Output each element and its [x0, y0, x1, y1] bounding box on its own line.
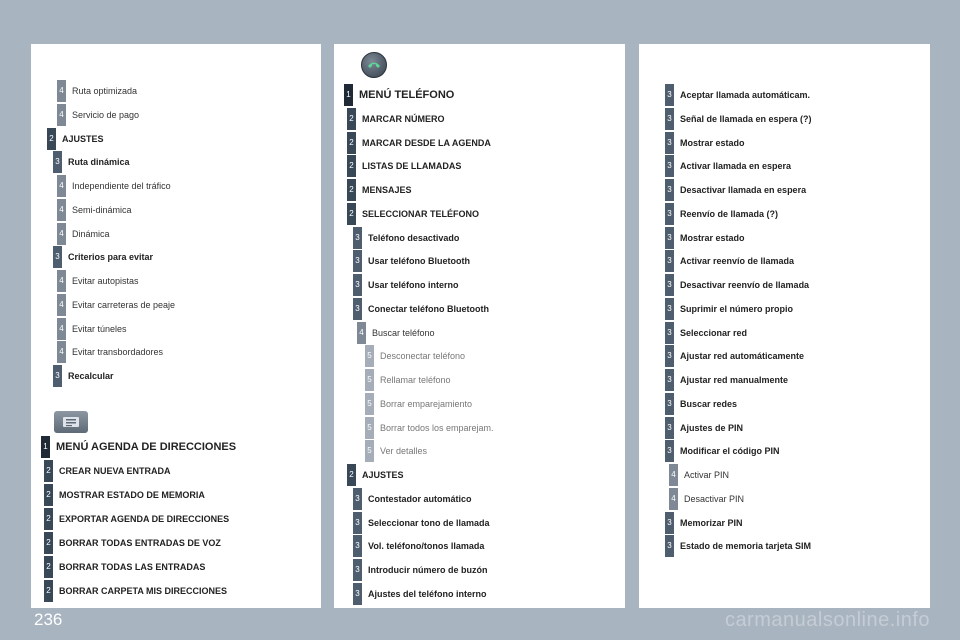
menu-level-badge: 3	[353, 488, 362, 510]
menu-level-badge: 3	[665, 132, 674, 154]
menu-item	[57, 175, 171, 197]
menu-level-badge: 5	[365, 393, 374, 415]
menu-level-badge: 2	[347, 203, 356, 225]
menu-level-badge: 5	[365, 369, 374, 391]
menu-item-label: Servicio de pago	[72, 109, 140, 120]
menu-item	[353, 583, 487, 605]
menu-item-label: MENÚ TELÉFONO	[359, 89, 455, 101]
menu-item	[353, 535, 484, 557]
menu-item-label: Estado de memoria tarjeta SIM	[680, 541, 812, 552]
menu-item	[353, 298, 489, 320]
menu-item-label: Desactivar llamada en espera	[680, 185, 807, 195]
telephone-icon	[361, 52, 387, 78]
menu-item-label: Seleccionar red	[680, 327, 748, 338]
menu-item-label: Independiente del tráfico	[72, 181, 171, 191]
menu-level-badge: 3	[665, 108, 674, 130]
menu-item	[665, 132, 745, 154]
menu-level-badge: 3	[665, 298, 674, 320]
menu-level-badge: 4	[57, 318, 66, 340]
menu-level-badge: 2	[44, 484, 53, 506]
menu-item-label: Memorizar PIN	[680, 517, 743, 528]
menu-item-label: Teléfono desactivado	[368, 232, 460, 243]
menu-item	[44, 556, 205, 578]
menu-item-label: Usar teléfono interno	[368, 280, 459, 290]
menu-item-label: BORRAR CARPETA MIS DIRECCIONES	[59, 586, 228, 596]
menu-item	[57, 80, 137, 102]
menu-level-badge: 2	[47, 128, 56, 150]
menu-item-label: Usar teléfono Bluetooth	[368, 256, 471, 267]
menu-level-badge: 3	[353, 559, 362, 581]
menu-item-label: Buscar redes	[680, 398, 738, 409]
menu-level-badge: 3	[53, 365, 62, 387]
menu-level-badge: 2	[44, 508, 53, 530]
menu-item	[365, 417, 494, 439]
menu-level-badge: 3	[665, 274, 674, 296]
menu-level-badge: 3	[53, 151, 62, 173]
menu-item-label: Ajustar red manualmente	[680, 375, 789, 385]
menu-item	[44, 532, 221, 554]
menu-level-badge: 3	[665, 179, 674, 201]
menu-item	[57, 270, 139, 292]
menu-item	[57, 341, 163, 363]
menu-item-label: MENSAJES	[362, 185, 412, 195]
menu-level-badge: 3	[53, 246, 62, 268]
menu-item-label: MARCAR NÚMERO	[362, 113, 445, 124]
menu-level-badge: 3	[353, 250, 362, 272]
menu-item-label: Borrar todos los emparejam.	[380, 422, 494, 433]
menu-item-label: Vol. teléfono/tonos llamada	[368, 541, 485, 552]
menu-item-label: Dinámica	[72, 228, 110, 239]
menu-level-badge: 4	[669, 488, 678, 510]
menu-level-badge: 2	[44, 556, 53, 578]
menu-item	[353, 559, 488, 581]
page-number: 236	[34, 610, 63, 629]
menu-item	[53, 246, 153, 268]
menu-level-badge: 2	[44, 460, 53, 482]
menu-item	[347, 203, 479, 225]
address-book-icon	[54, 411, 88, 433]
menu-item	[669, 464, 729, 486]
menu-item	[365, 369, 451, 391]
menu-level-badge: 3	[665, 512, 674, 534]
menu-level-badge: 3	[665, 440, 674, 462]
menu-item-label: Conectar teléfono Bluetooth	[368, 303, 489, 314]
menu-item	[53, 151, 130, 173]
menu-item-label: Ver detalles	[380, 446, 428, 457]
menu-level-badge: 4	[57, 223, 66, 245]
menu-level-badge: 2	[347, 108, 356, 130]
menu-level-badge: 3	[665, 535, 674, 557]
menu-item-label: Activar llamada en espera	[680, 161, 792, 172]
menu-item	[353, 274, 459, 296]
menu-item-label: Ajustes de PIN	[680, 422, 744, 433]
menu-item-label: AJUSTES	[62, 133, 104, 144]
menu-item	[47, 128, 104, 150]
menu-item	[57, 318, 127, 340]
menu-item	[665, 345, 804, 367]
menu-item	[357, 322, 435, 344]
menu-level-badge: 3	[665, 155, 674, 177]
menu-level-badge: 3	[353, 512, 362, 534]
menu-item	[44, 580, 227, 602]
menu-level-badge: 2	[44, 532, 53, 554]
menu-item	[365, 440, 427, 462]
menu-item-label: Suprimir el número propio	[680, 303, 794, 314]
menu-item	[57, 294, 175, 316]
menu-item-label: MENÚ AGENDA DE DIRECCIONES	[56, 441, 237, 453]
menu-item	[665, 393, 737, 415]
menu-level-badge: 5	[365, 440, 374, 462]
menu-item	[665, 369, 788, 391]
menu-item-label: Ruta optimizada	[72, 86, 138, 96]
menu-item	[665, 512, 743, 534]
menu-item	[665, 84, 810, 106]
menu-item	[365, 393, 472, 415]
menu-item-label: MOSTRAR ESTADO DE MEMORIA	[59, 490, 205, 500]
menu-level-badge: 3	[665, 322, 674, 344]
menu-item	[57, 223, 110, 245]
menu-item	[353, 488, 472, 510]
menu-item-label: Criterios para evitar	[68, 252, 154, 263]
menu-item-label: Reenvío de llamada (?)	[680, 208, 779, 219]
menu-level-badge: 4	[57, 270, 66, 292]
menu-level-badge: 1	[344, 84, 353, 106]
menu-item	[669, 488, 744, 510]
menu-item-label: Seleccionar tono de llamada	[368, 517, 490, 528]
menu-item-label: CREAR NUEVA ENTRADA	[59, 466, 171, 476]
menu-item-label: Ajustar red automáticamente	[680, 351, 805, 362]
menu-item	[665, 298, 793, 320]
menu-item-label: SELECCIONAR TELÉFONO	[362, 208, 480, 219]
menu-item-label: MARCAR DESDE LA AGENDA	[362, 137, 491, 148]
menu-item	[665, 440, 780, 462]
menu-item-label: LISTAS DE LLAMADAS	[362, 161, 462, 172]
menu-item	[347, 155, 461, 177]
menu-level-badge: 3	[665, 203, 674, 225]
menu-item	[347, 464, 404, 486]
menu-item-label: Introducir número de buzón	[368, 565, 488, 575]
menu-level-badge: 3	[353, 583, 362, 605]
menu-item	[353, 512, 490, 534]
menu-item	[353, 227, 459, 249]
menu-item-label: Borrar emparejamiento	[380, 398, 473, 409]
menu-item	[44, 460, 171, 482]
menu-item-label: BORRAR TODAS ENTRADAS DE VOZ	[59, 538, 221, 548]
menu-level-badge: 3	[353, 274, 362, 296]
menu-item	[53, 365, 114, 387]
menu-level-badge: 2	[347, 179, 356, 201]
menu-item	[41, 436, 236, 458]
menu-item-label: BORRAR TODAS LAS ENTRADAS	[59, 562, 206, 572]
menu-item-label: Evitar carreteras de peaje	[72, 299, 176, 310]
menu-item-label: Ruta dinámica	[68, 157, 130, 168]
menu-item-label: EXPORTAR AGENDA DE DIRECCIONES	[59, 514, 230, 524]
menu-level-badge: 5	[365, 345, 374, 367]
menu-level-badge: 4	[57, 199, 66, 221]
menu-level-badge: 2	[347, 132, 356, 154]
menu-item	[57, 104, 139, 126]
menu-item-label: Rellamar teléfono	[380, 375, 451, 385]
menu-level-badge: 3	[665, 417, 674, 439]
menu-level-badge: 4	[57, 175, 66, 197]
menu-item-label: Buscar teléfono	[372, 327, 435, 338]
menu-level-badge: 5	[365, 417, 374, 439]
menu-item-label: Contestador automático	[368, 493, 472, 504]
menu-level-badge: 2	[347, 155, 356, 177]
menu-item	[665, 155, 791, 177]
menu-level-badge: 3	[353, 535, 362, 557]
menu-item	[665, 179, 806, 201]
watermark: carmanualsonline.info	[724, 609, 930, 631]
menu-item	[353, 250, 470, 272]
menu-item-label: Desactivar PIN	[684, 493, 745, 504]
menu-item	[347, 108, 445, 130]
menu-item-label: Mostrar estado	[680, 232, 745, 243]
menu-level-badge: 3	[665, 250, 674, 272]
menu-item-label: Recalcular	[68, 371, 114, 381]
menu-level-badge: 3	[665, 84, 674, 106]
menu-item	[344, 84, 454, 106]
menu-item	[44, 484, 205, 506]
menu-level-badge: 3	[665, 227, 674, 249]
menu-item-label: Aceptar llamada automáticam.	[680, 90, 811, 100]
menu-item	[44, 508, 229, 530]
menu-item-label: Evitar túneles	[72, 323, 127, 334]
menu-level-badge: 4	[57, 104, 66, 126]
menu-level-badge: 4	[57, 80, 66, 102]
menu-item-label: Activar PIN	[684, 470, 730, 480]
menu-item	[665, 274, 809, 296]
menu-item	[665, 417, 743, 439]
menu-item-label: Desactivar reenvío de llamada	[680, 280, 810, 290]
menu-level-badge: 4	[357, 322, 366, 344]
menu-level-badge: 4	[57, 341, 66, 363]
menu-item	[57, 199, 132, 221]
menu-item-label: Desconectar teléfono	[380, 351, 466, 362]
menu-level-badge: 4	[57, 294, 66, 316]
menu-item	[347, 179, 412, 201]
menu-item	[665, 322, 747, 344]
menu-item	[665, 535, 811, 557]
menu-item	[665, 203, 778, 225]
menu-item-label: Señal de llamada en espera (?)	[680, 113, 812, 124]
menu-item-label: Evitar transbordadores	[72, 347, 164, 358]
menu-item-label: AJUSTES	[362, 470, 404, 480]
menu-item	[665, 227, 745, 249]
menu-level-badge: 1	[41, 436, 50, 458]
menu-level-badge: 3	[353, 298, 362, 320]
menu-item	[665, 250, 794, 272]
menu-level-badge: 3	[353, 227, 362, 249]
menu-item-label: Activar reenvío de llamada	[680, 256, 795, 267]
menu-level-badge: 4	[669, 464, 678, 486]
menu-level-badge: 3	[665, 393, 674, 415]
menu-item	[347, 132, 491, 154]
menu-level-badge: 3	[665, 345, 674, 367]
menu-item-label: Modificar el código PIN	[680, 446, 780, 457]
menu-level-badge: 2	[347, 464, 356, 486]
menu-item-label: Ajustes del teléfono interno	[368, 588, 487, 599]
menu-level-badge: 2	[44, 580, 53, 602]
menu-item-label: Semi-dinámica	[72, 204, 132, 215]
menu-item-label: Mostrar estado	[680, 137, 745, 148]
menu-item-label: Evitar autopistas	[72, 276, 139, 286]
menu-level-badge: 3	[665, 369, 674, 391]
menu-item	[665, 108, 812, 130]
menu-item	[365, 345, 465, 367]
